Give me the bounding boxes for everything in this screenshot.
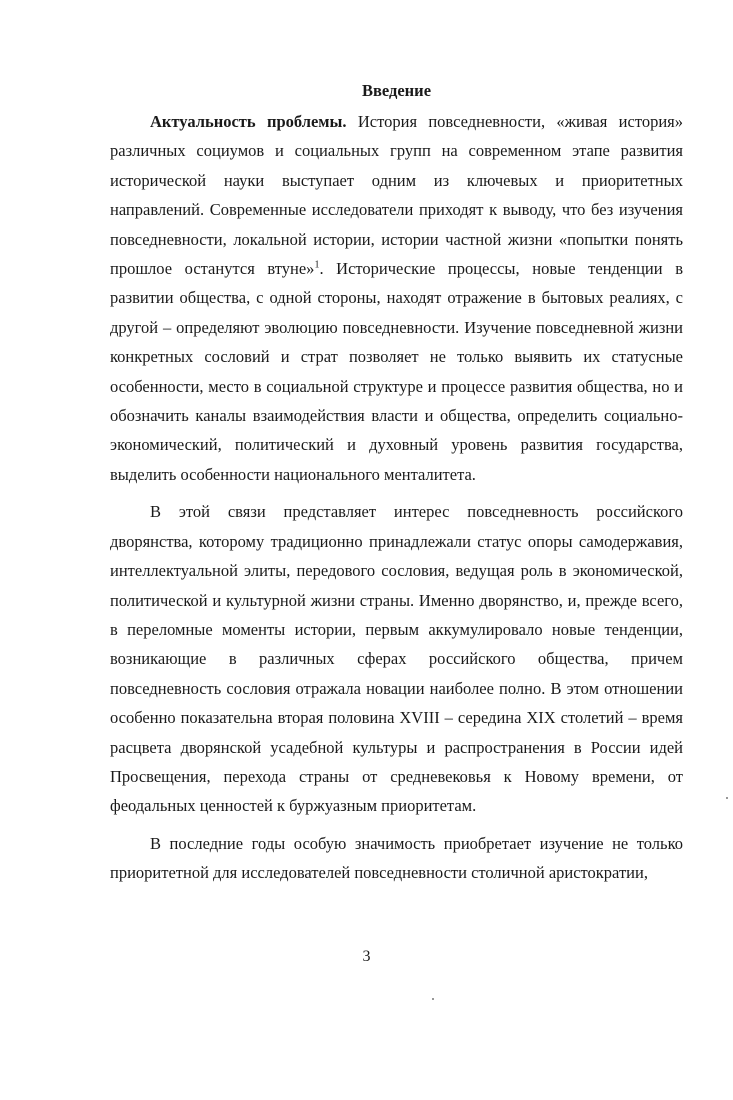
paragraph-lead: Актуальность проблемы. [150, 112, 347, 131]
paragraph-relevance [110, 107, 683, 489]
page-number: 3 [362, 948, 371, 965]
scan-speck [726, 797, 728, 799]
paragraph-text: История повседневности, «живая история» различных социумов и социальных групп на современном этапе развития исторической науки выступает одним из ключевых и приоритетных направлений. Современные исследователи приходят к выводу, что без изучения повседневности, локальной истории, истории частной жизни «попытки понять прошлое останутся втуне» [110, 112, 683, 279]
footnote-marker: 1 [314, 259, 320, 271]
paragraph-nobility: В этой связи представляет интерес повседневность российского дворянства, которому традиционно принадлежали статус опоры самодержавия, интеллектуальной элиты, передового сословия, ведущая роль в экономической, политической и культурной жизни страны. Именно дворянство, и, прежде всего, в переломные моменты истории, первым аккумулировало новые тенденции, возникающие в различных сферах российского общества, причем повседневность сословия отражала новации наиболее полно. В этом отношении особенно показательна вторая половина XVIII – середина XIX столетий – время расцвета дворянской усадебной культуры и распространения в России идей Просвещения, перехода страны от средневековья к Новому времени, от феодальных ценностей к буржуазным приоритетам. [110, 502, 683, 816]
paragraph-recent-years: В последние годы особую значимость приобретает изучение не только приоритетной для исследователей повседневности столичной аристократии, [110, 833, 683, 883]
section-heading: Введение [361, 81, 432, 100]
document-page [110, 78, 683, 888]
scan-speck [432, 998, 434, 1000]
paragraph-text-continued: . Исторические процессы, новые тенденции в развитии общества, с одной стороны, находят отражение в бытовых реалиях, с другой – определяют эволюцию повседневности. Изучение повседневной жизни конкретных сословий и страт позволяет не только выявить их статусные особенности, место в социальной структуре и процессе развития общества, но и обозначить каналы взаимодействия власти и общества, определить социально-экономический, политический и духовный уровень развития государства, выделить особенности национального менталитета. [110, 259, 683, 484]
